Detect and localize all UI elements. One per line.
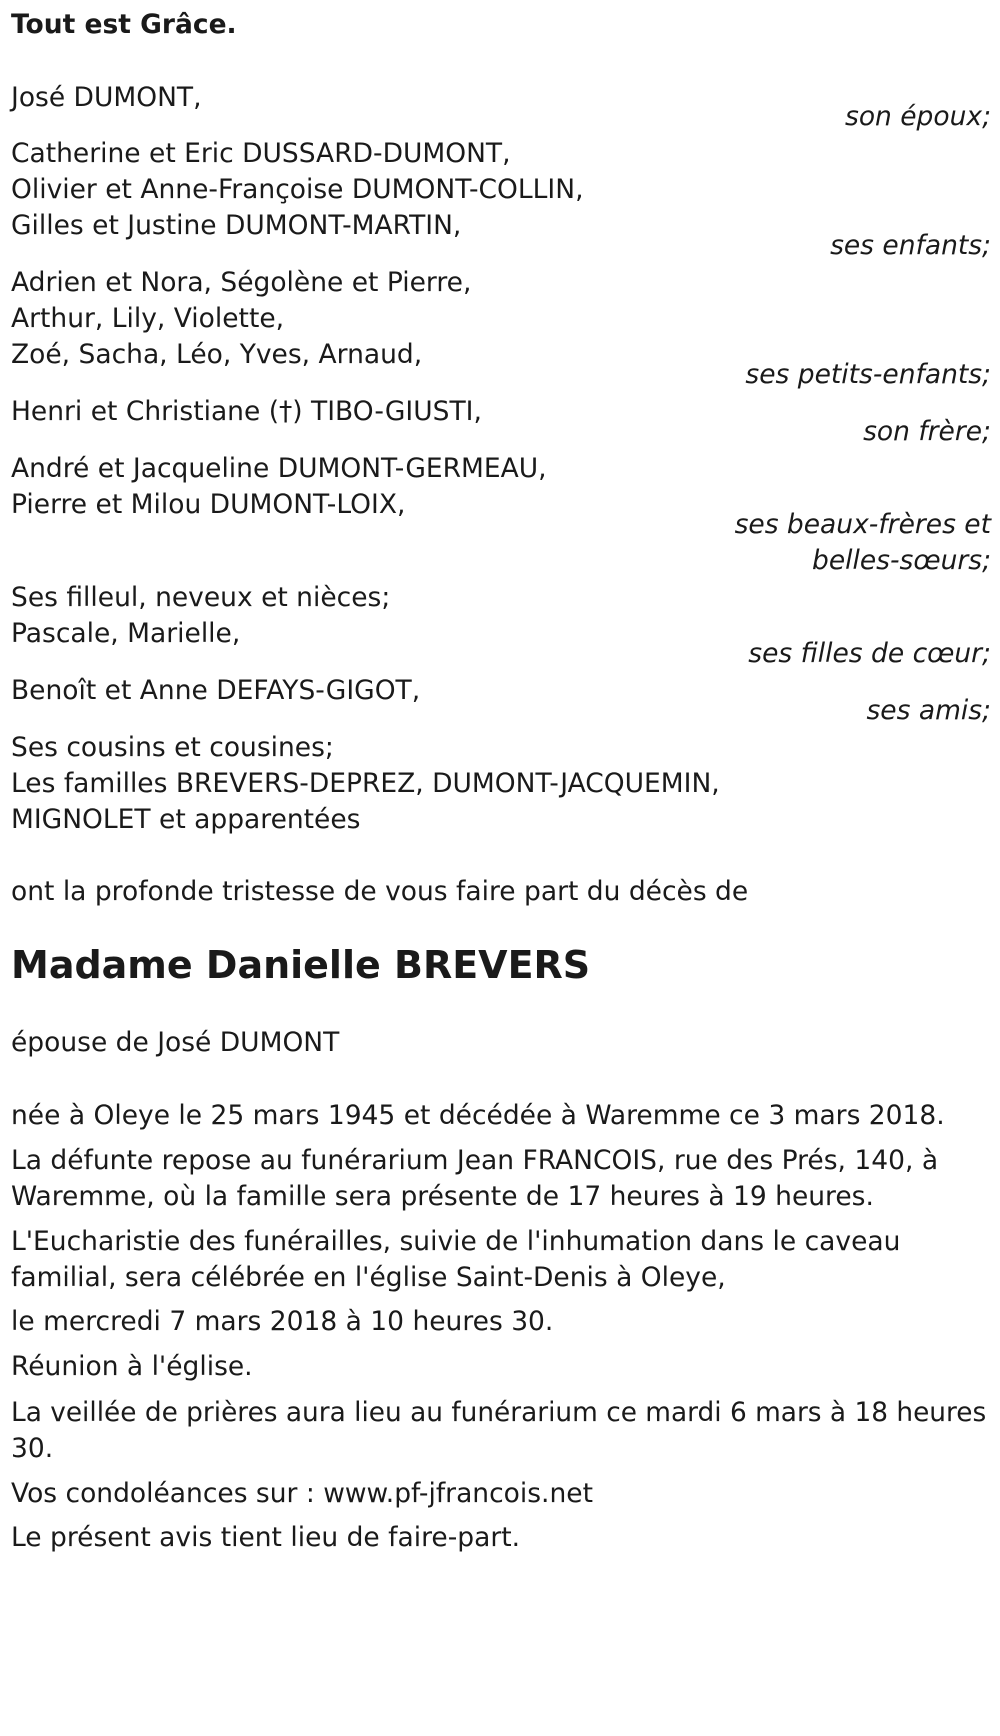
family-line: Adrien et Nora, Ségolène et Pierre, [11,267,472,298]
relation-label: belles-sœurs; [812,545,991,576]
relation-label: son frère; [863,416,991,447]
detail-line: familial, sera célébrée en l'église Saint-Denis à Oleye, [11,1262,726,1293]
family-line: Henri et Christiane (†) TIBO-GIUSTI, [11,396,482,427]
relation-label: ses filles de cœur; [748,638,991,669]
family-line: MIGNOLET et apparentées [11,804,361,835]
detail-line: La défunte repose au funérarium Jean FRANCOIS, rue des Prés, 140, à [11,1145,939,1176]
spouse-line: épouse de José DUMONT [11,1027,340,1058]
family-line: Gilles et Justine DUMONT-MARTIN, [11,210,462,241]
family-line: Olivier et Anne-Françoise DUMONT-COLLIN, [11,174,584,205]
family-line: Catherine et Eric DUSSARD-DUMONT, [11,138,511,169]
detail-line: Le présent avis tient lieu de faire-part. [11,1522,521,1553]
detail-line: Réunion à l'église. [11,1351,253,1382]
detail-line: L'Eucharistie des funérailles, suivie de l'inhumation dans le caveau [11,1226,901,1257]
family-line: Benoît et Anne DEFAYS-GIGOT, [11,675,421,706]
family-line: Pierre et Milou DUMONT-LOIX, [11,489,406,520]
detail-line: Waremme, où la famille sera présente de 17 heures à 19 heures. [11,1181,874,1212]
family-line: Ses filleul, neveux et nièces; [11,582,391,613]
heading: Tout est Grâce. [11,9,237,40]
detail-line: 30. [11,1433,54,1464]
relation-label: ses beaux-frères et [734,509,991,540]
relation-label: son époux; [845,101,991,132]
family-line: Pascale, Marielle, [11,618,241,649]
deceased-name: Madame Danielle BREVERS [11,943,591,987]
relation-label: ses petits-enfants; [745,359,991,390]
family-line: Ses cousins et cousines; [11,732,334,763]
family-line: Arthur, Lily, Violette, [11,303,285,334]
relation-label: ses amis; [866,695,991,726]
family-line: José DUMONT, [11,82,202,113]
condolences-line: Vos condoléances sur : www.pf-jfrancois.net [11,1478,593,1509]
detail-line: née à Oleye le 25 mars 1945 et décédée à Waremme ce 3 mars 2018. [11,1100,945,1131]
family-line: André et Jacqueline DUMONT-GERMEAU, [11,453,547,484]
family-line: Zoé, Sacha, Léo, Yves, Arnaud, [11,339,423,370]
detail-line: La veillée de prières aura lieu au funérarium ce mardi 6 mars à 18 heures [11,1397,987,1428]
relation-label: ses enfants; [830,230,991,261]
announcement-text: ont la profonde tristesse de vous faire part du décès de [11,876,749,907]
family-line: Les familles BREVERS-DEPREZ, DUMONT-JACQUEMIN, [11,768,720,799]
detail-line: le mercredi 7 mars 2018 à 10 heures 30. [11,1306,554,1337]
